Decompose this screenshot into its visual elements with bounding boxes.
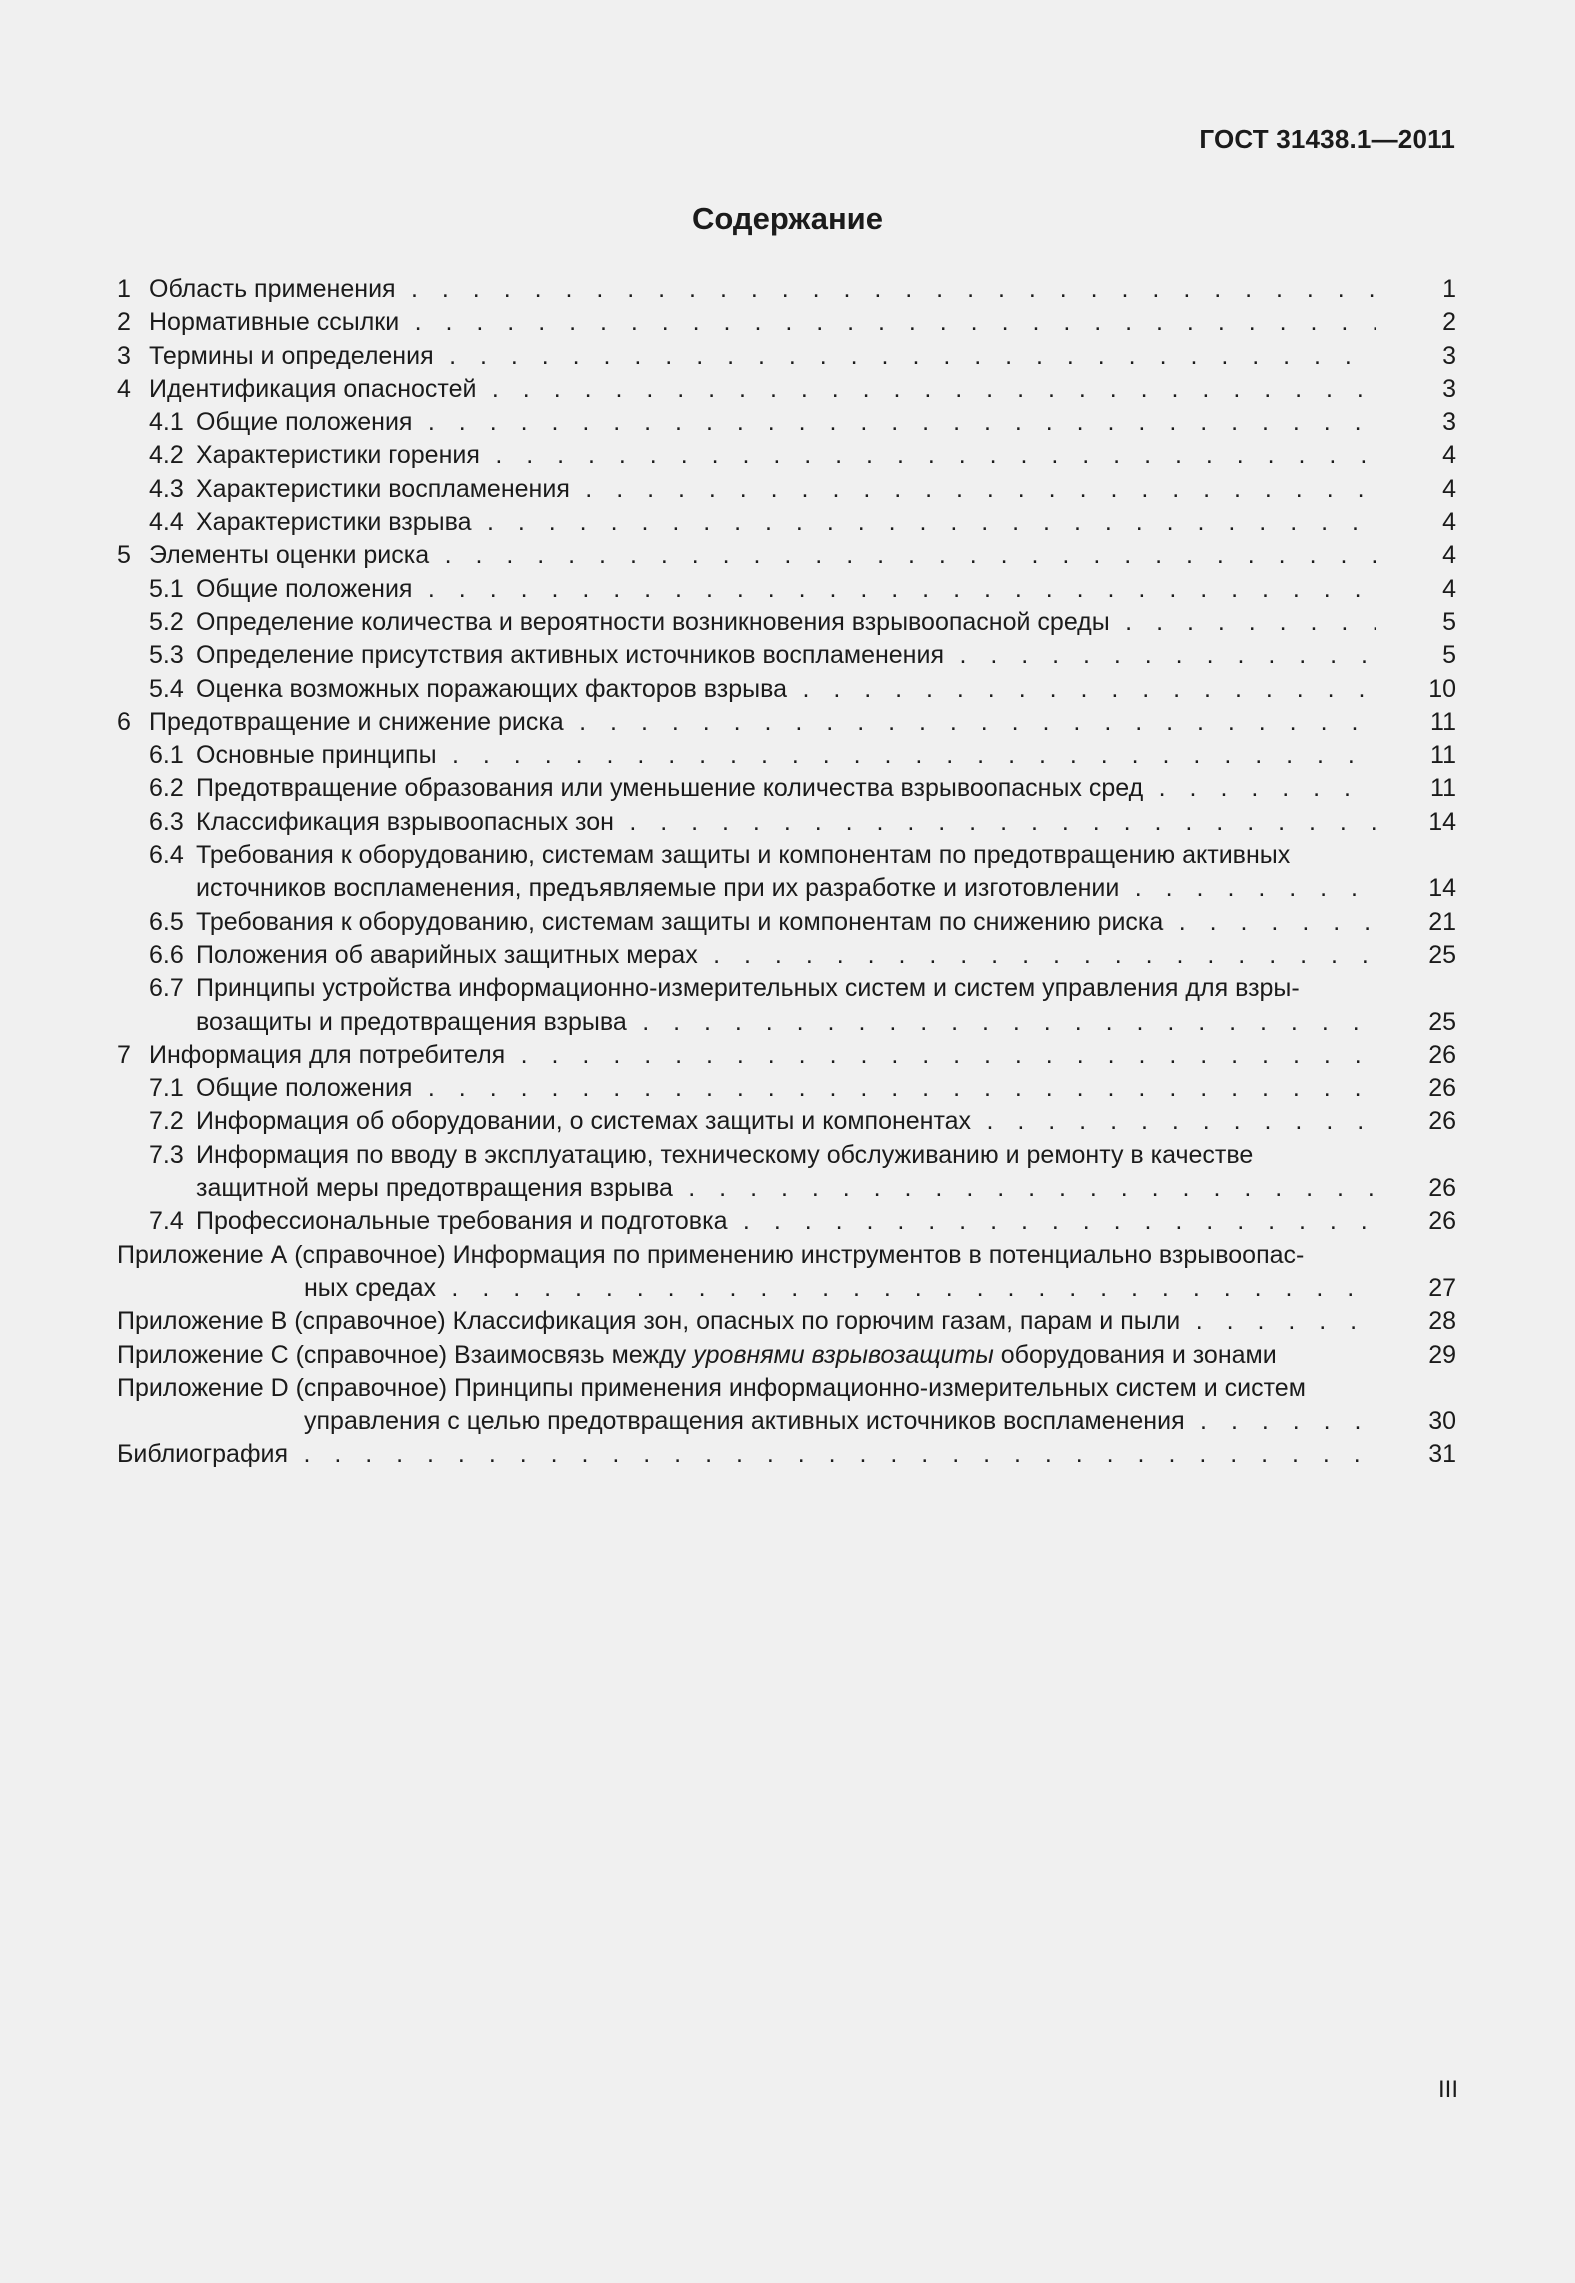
- table-of-contents: [117, 273, 1456, 1472]
- toc-entry[interactable]: [117, 772, 1456, 805]
- toc-entry-title: Основные принципы . . .: [196, 741, 1456, 769]
- toc-entry-number: 6.1: [149, 741, 184, 770]
- toc-entry-page: 11: [1430, 741, 1456, 770]
- toc-entry-title: Требования к оборудованию, системам защиты и компонентам по предотвращению активных: [196, 841, 1291, 870]
- toc-entry-title: возащиты и предотвращения взрыва . . .: [196, 1008, 1456, 1036]
- toc-entry-title: ных средах . . .: [304, 1274, 1456, 1302]
- toc-entry[interactable]: [117, 839, 1456, 906]
- toc-entry[interactable]: [117, 1438, 1456, 1471]
- toc-entry-title: Характеристики взрыва . . .: [196, 508, 1456, 536]
- toc-entry-page: 29: [1428, 1340, 1456, 1369]
- toc-entry-title: Положения об аварийных защитных мерах . . .: [196, 941, 1456, 969]
- toc-entry[interactable]: [117, 340, 1456, 373]
- toc-entry-number: 6.7: [149, 974, 184, 1003]
- toc-entry-number: 4.1: [149, 408, 184, 437]
- toc-entry-title: Нормативные ссылки . . .: [149, 308, 1456, 336]
- toc-entry[interactable]: [117, 1139, 1456, 1206]
- toc-entry-number: 3: [117, 341, 131, 370]
- toc-entry[interactable]: [117, 273, 1456, 306]
- toc-entry-number: 5.1: [149, 574, 184, 603]
- toc-entry-number: 6.5: [149, 907, 184, 936]
- toc-entry[interactable]: [117, 706, 1456, 739]
- toc-entry-page: 4: [1442, 541, 1456, 570]
- toc-entry-number: 7.3: [149, 1140, 184, 1169]
- toc-entry-title: Общие положения . . .: [196, 1074, 1456, 1102]
- toc-entry-number: 7.2: [149, 1107, 184, 1136]
- toc-entry[interactable]: [117, 539, 1456, 572]
- toc-entry-page: 26: [1428, 1040, 1456, 1069]
- toc-entry[interactable]: [117, 439, 1456, 472]
- toc-entry-number: 5.4: [149, 674, 184, 703]
- toc-entry-title: защитной меры предотвращения взрыва . . .: [196, 1174, 1456, 1202]
- toc-entry[interactable]: [117, 406, 1456, 439]
- toc-entry-page: 14: [1428, 807, 1456, 836]
- toc-entry-page: 5: [1442, 607, 1456, 636]
- toc-entry-page: 11: [1430, 707, 1456, 736]
- toc-entry-page: 4: [1442, 574, 1456, 603]
- toc-entry[interactable]: [117, 673, 1456, 706]
- document-code: ГОСТ 31438.1—2011: [1199, 124, 1455, 154]
- toc-entry[interactable]: [117, 906, 1456, 939]
- toc-entry-page: 3: [1442, 374, 1456, 403]
- toc-entry[interactable]: [117, 1072, 1456, 1105]
- toc-entry-title: источников воспламенения, предъявляемые при их разработке и изготовлении . . .: [196, 874, 1456, 902]
- toc-entry-page: 26: [1428, 1074, 1456, 1103]
- toc-entry-page: 14: [1428, 874, 1456, 903]
- toc-entry[interactable]: [117, 1105, 1456, 1138]
- toc-entry[interactable]: [117, 1039, 1456, 1072]
- toc-entry-title: Информация для потребителя . . .: [149, 1041, 1456, 1069]
- toc-entry-title: Приложение С (справочное) Взаимосвязь между уровнями взрывозащиты оборудования и зонами: [117, 1340, 1277, 1369]
- toc-entry-number: 6.6: [149, 940, 184, 969]
- toc-entry[interactable]: [117, 972, 1456, 1039]
- toc-entry[interactable]: [117, 1372, 1456, 1439]
- toc-entry-page: 26: [1428, 1107, 1456, 1136]
- toc-entry-title: Оценка возможных поражающих факторов взрыва . . .: [196, 675, 1456, 703]
- toc-entry[interactable]: [117, 573, 1456, 606]
- toc-entry[interactable]: [117, 739, 1456, 772]
- toc-entry-title: Область применения . . .: [149, 275, 1456, 303]
- page-title: Содержание: [692, 201, 883, 236]
- toc-entry-title: Библиография . . .: [117, 1440, 1456, 1468]
- toc-entry-title: Определение количества и вероятности возникновения взрывоопасной среды . . .: [196, 608, 1456, 636]
- toc-entry-title: Информация по вводу в эксплуатацию, техническому обслуживанию и ремонту в качестве: [196, 1140, 1254, 1169]
- toc-entry-title: Идентификация опасностей . . .: [149, 375, 1456, 403]
- toc-entry-title: Принципы устройства информационно-измерительных систем и систем управления для взры-: [196, 974, 1300, 1003]
- toc-entry-number: 7.1: [149, 1074, 184, 1103]
- toc-entry-page: 3: [1442, 341, 1456, 370]
- toc-entry-title: Приложение В (справочное) Классификация зон, опасных по горючим газам, парам и пыли . . .: [117, 1307, 1456, 1335]
- toc-entry-number: 5.2: [149, 607, 184, 636]
- toc-entry[interactable]: [117, 1305, 1456, 1338]
- toc-entry-page: 26: [1428, 1174, 1456, 1203]
- toc-entry[interactable]: [117, 373, 1456, 406]
- toc-entry-title: Профессиональные требования и подготовка . . .: [196, 1207, 1456, 1235]
- toc-entry[interactable]: [117, 1339, 1456, 1372]
- toc-entry-page: 3: [1442, 408, 1456, 437]
- toc-entry-title: Определение присутствия активных источников воспламенения . . .: [196, 641, 1456, 669]
- toc-entry-page: 25: [1428, 1007, 1456, 1036]
- toc-entry-title: Характеристики воспламенения . . .: [196, 475, 1456, 503]
- toc-entry-page: 31: [1428, 1440, 1456, 1469]
- toc-entry-number: 4.4: [149, 508, 184, 537]
- toc-entry-number: 6.3: [149, 807, 184, 836]
- toc-entry-number: 5.3: [149, 641, 184, 670]
- toc-entry-number: 6.2: [149, 774, 184, 803]
- toc-entry-title: Приложение А (справочное) Информация по применению инструментов в потенциально взрывоопас-: [117, 1240, 1305, 1269]
- toc-entry-title: Приложение D (справочное) Принципы применения информационно-измерительных систем и систем: [117, 1373, 1306, 1402]
- toc-entry-number: 6.4: [149, 841, 184, 870]
- toc-entry-page: 26: [1428, 1207, 1456, 1236]
- toc-entry[interactable]: [117, 606, 1456, 639]
- toc-entry[interactable]: [117, 939, 1456, 972]
- toc-entry[interactable]: [117, 1205, 1456, 1238]
- toc-entry-page: 28: [1428, 1307, 1456, 1336]
- toc-entry-number: 5: [117, 541, 131, 570]
- toc-entry-page: 11: [1430, 774, 1456, 803]
- toc-entry-page: 30: [1428, 1407, 1456, 1436]
- toc-entry-title: Классификация взрывоопасных зон . . .: [196, 808, 1456, 836]
- toc-entry-page: 1: [1442, 275, 1456, 303]
- toc-entry[interactable]: [117, 806, 1456, 839]
- toc-entry-title: Общие положения . . .: [196, 575, 1456, 603]
- toc-entry-page: 27: [1428, 1273, 1456, 1302]
- toc-entry-page: 4: [1442, 474, 1456, 503]
- toc-entry-number: 2: [117, 308, 131, 337]
- toc-entry-page: 4: [1442, 441, 1456, 470]
- toc-entry-title: Предотвращение образования или уменьшение количества взрывоопасных сред . . .: [196, 774, 1456, 802]
- toc-entry-number: 4.3: [149, 474, 184, 503]
- toc-entry-title: Информация об оборудовании, о системах защиты и компонентах . . .: [196, 1107, 1456, 1135]
- toc-entry[interactable]: [117, 506, 1456, 539]
- toc-entry-title: Общие положения . . .: [196, 408, 1456, 436]
- toc-entry[interactable]: [117, 639, 1456, 672]
- toc-entry-page: 4: [1442, 508, 1456, 537]
- toc-entry-number: 7: [117, 1040, 131, 1069]
- toc-entry-title: управления с целью предотвращения активных источников воспламенения . . .: [304, 1407, 1456, 1435]
- toc-entry-page: 21: [1428, 907, 1456, 936]
- toc-entry-number: 6: [117, 707, 131, 736]
- toc-entry-title: Предотвращение и снижение риска . . .: [149, 708, 1456, 736]
- toc-entry-number: 4: [117, 374, 131, 403]
- toc-entry-title: Термины и определения . . .: [149, 342, 1456, 370]
- toc-entry-page: 10: [1428, 674, 1456, 703]
- toc-entry-page: 2: [1442, 308, 1456, 337]
- toc-entry-number: 7.4: [149, 1207, 184, 1236]
- toc-entry-title: Элементы оценки риска . . .: [149, 541, 1456, 569]
- toc-entry-title: Характеристики горения . . .: [196, 441, 1456, 469]
- toc-entry-number: 1: [117, 275, 131, 303]
- toc-entry[interactable]: [117, 306, 1456, 339]
- toc-entry[interactable]: [117, 473, 1456, 506]
- toc-entry-page: 5: [1442, 641, 1456, 670]
- toc-entry[interactable]: [117, 1239, 1456, 1306]
- page-number: III: [1437, 2076, 1458, 2103]
- toc-entry-title: Требования к оборудованию, системам защиты и компонентам по снижению риска . . .: [196, 908, 1456, 936]
- toc-entry-number: 4.2: [149, 441, 184, 470]
- toc-entry-page: 25: [1428, 940, 1456, 969]
